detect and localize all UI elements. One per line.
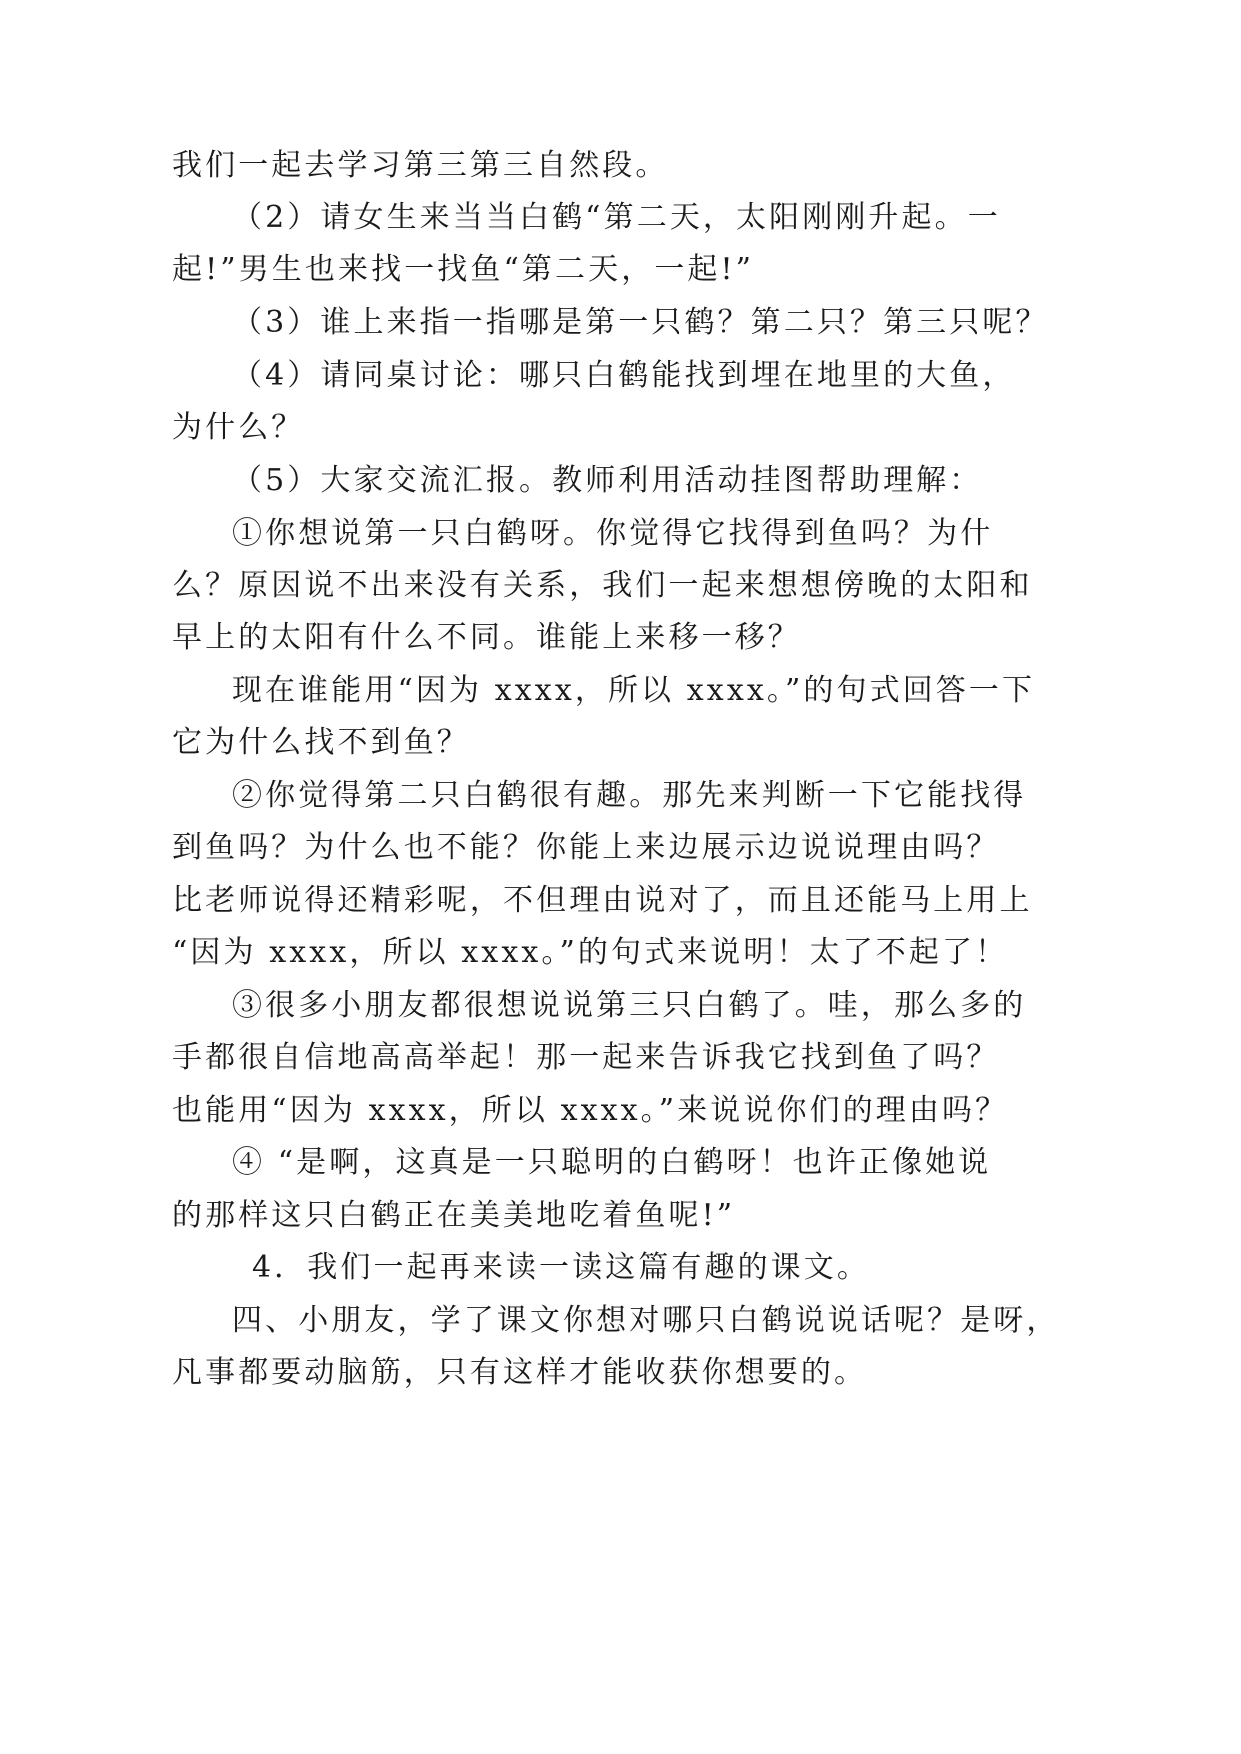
text-line-11: 现在谁能用“因为 xxxx，所以 xxxx。”的句式回答一下 <box>232 673 1036 708</box>
text-line-12: 它为什么找不到鱼？ <box>172 725 470 760</box>
text-line-15: 比老师说得还精彩呢，不但理由说对了，而且还能马上用上 <box>172 883 1033 918</box>
text-line-10: 早上的太阳有什么不同。谁能上来移一移？ <box>172 620 801 655</box>
text-line-6: 为什么？ <box>172 410 305 445</box>
text-line-2: （2）请女生来当当白鹤“第二天，太阳刚刚升起。一 <box>232 200 1001 235</box>
text-line-24: 凡事都要动脑筋，只有这样才能收获你想要的。 <box>172 1355 868 1390</box>
text-line-22: 4．我们一起再来读一读这篇有趣的课文。 <box>252 1250 870 1285</box>
text-line-21: 的那样这只白鹤正在美美地吃着鱼呢!” <box>172 1198 736 1233</box>
text-line-1: 我们一起去学习第三第三自然段。 <box>172 148 669 183</box>
text-line-5: （4）请同桌讨论：哪只白鹤能找到埋在地里的大鱼， <box>232 358 1016 393</box>
text-line-13: ②你觉得第二只白鹤很有趣。那先来判断一下它能找得 <box>232 778 1027 813</box>
text-line-19: 也能用“因为 xxxx，所以 xxxx。”来说说你们的理由吗？ <box>172 1093 1009 1128</box>
text-line-4: （3）谁上来指一指哪是第一只鹤？第二只？第三只呢？ <box>232 305 1049 340</box>
text-line-20: ④ “是啊，这真是一只聪明的白鹤呀！也许正像她说 <box>232 1145 992 1180</box>
text-line-3: 起!”男生也来找一找鱼“第二天，一起!” <box>172 252 755 287</box>
text-line-17: ③很多小朋友都很想说说第三只白鹤了。哇，那么多的 <box>232 988 1027 1023</box>
text-line-23: 四、小朋友，学了课文你想对哪只白鹤说说话呢？是呀， <box>232 1303 1060 1338</box>
text-line-16: “因为 xxxx，所以 xxxx。”的句式来说明！太了不起了！ <box>172 935 1009 970</box>
text-line-8: ①你想说第一只白鹤呀。你觉得它找得到鱼吗？为什 <box>232 516 994 551</box>
text-line-9: 么？原因说不出来没有关系，我们一起来想想傍晚的太阳和 <box>172 568 1033 603</box>
text-line-18: 手都很自信地高高举起！那一起来告诉我它找到鱼了吗？ <box>172 1040 1000 1075</box>
text-line-14: 到鱼吗？为什么也不能？你能上来边展示边说说理由吗？ <box>172 830 1000 865</box>
text-line-7: （5）大家交流汇报。教师利用活动挂图帮助理解： <box>232 463 983 498</box>
